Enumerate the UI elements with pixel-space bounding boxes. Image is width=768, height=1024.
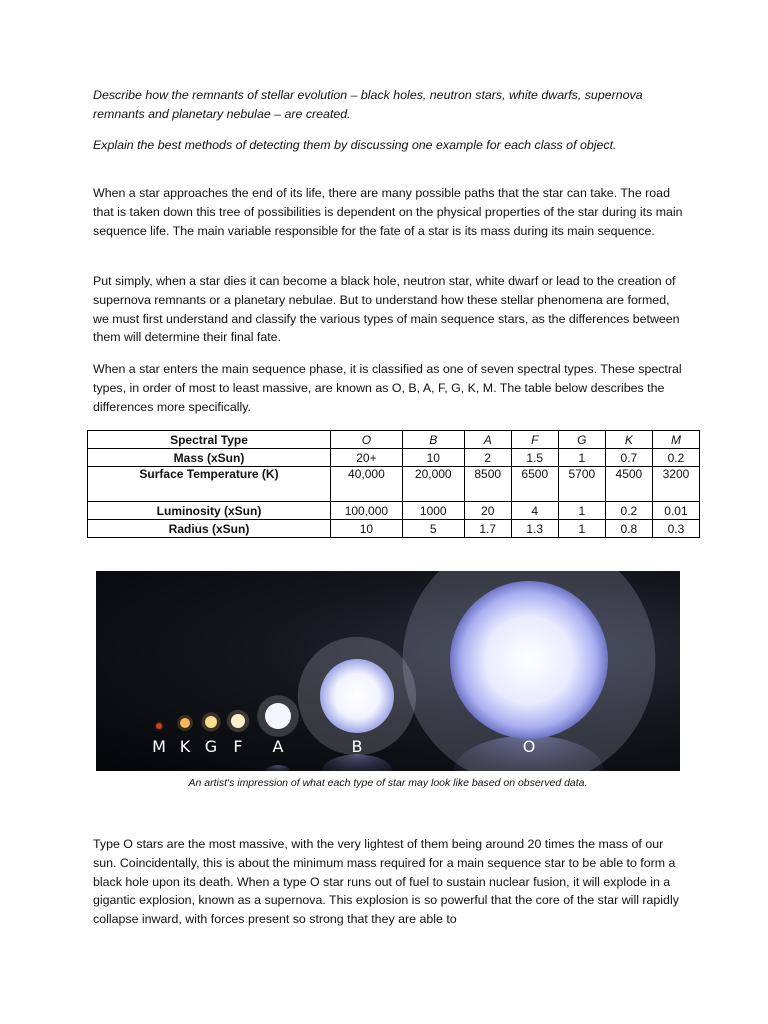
paragraph-type-o: Type O stars are the most massive, with the very lightest of them being around 20 times the mass of our sun. Coincidentally, this is about the minimum mass required for a main sequence star to be able to form a black hole upon its death. When a type O star runs out of fuel to sustain nuclear fusion, it will explode in a gigantic explosion, known as a supernova. This explosion is so powerful that the core of the star will rapidly collapse inward, with forces present so strong that they are able to [93, 837, 679, 927]
star-label: A [272, 737, 284, 756]
table-cell: 20 [464, 502, 511, 520]
table-cell: 3200 [652, 467, 699, 502]
table-cell: 2 [464, 449, 511, 467]
star-illustration [96, 571, 680, 771]
essay-prompt-2: Explain the best methods of detecting them by discussing one example for each class of object. [93, 138, 617, 152]
table-cell: 1000 [402, 502, 464, 520]
table-cell: 1.7 [464, 520, 511, 538]
table-type-cell: G [558, 431, 605, 449]
table-cell: 1.5 [511, 449, 558, 467]
table-row [88, 449, 700, 467]
table-cell: 4500 [605, 467, 652, 502]
table-header-label: Spectral Type [88, 431, 331, 449]
star-type-a [265, 703, 291, 729]
table-cell: 4 [511, 502, 558, 520]
table-cell: 10 [331, 520, 403, 538]
table-cell: 0.7 [605, 449, 652, 467]
star-type-b [320, 659, 394, 733]
table-cell: 0.8 [605, 520, 652, 538]
table-type-cell: K [605, 431, 652, 449]
table-cell: 0.2 [605, 502, 652, 520]
star-label: K [179, 737, 191, 756]
table-cell: 100,000 [331, 502, 403, 520]
figure-caption: An artist's impression of what each type of star may look like based on observed data. [188, 777, 588, 789]
star-type-g [205, 716, 217, 728]
star-reflection [266, 765, 291, 771]
table-header-row [88, 431, 700, 449]
table-cell: 1 [558, 449, 605, 467]
table-cell: 0.2 [652, 449, 699, 467]
star-comparison-image [96, 571, 680, 771]
table-type-cell: A [464, 431, 511, 449]
table-cell: 0.3 [652, 520, 699, 538]
star-label: F [233, 737, 243, 756]
table-row [88, 520, 700, 538]
table-type-cell: F [511, 431, 558, 449]
table-row-label: Luminosity (xSun) [88, 502, 331, 520]
table-type-cell: O [331, 431, 403, 449]
table-cell: 20+ [331, 449, 403, 467]
table-row [88, 467, 700, 502]
paragraph-fates: Put simply, when a star dies it can become a black hole, neutron star, white dwarf or lead to the creation of supernova remnants or a planetary nebulae. But to understand how these stellar phenomena are formed, we must first understand and classify the various types of main sequence stars, as the differences between them will determine their final fate. [93, 274, 680, 345]
spectral-type-table [87, 430, 700, 538]
star-type-k [180, 718, 190, 728]
table-cell: 5700 [558, 467, 605, 502]
table-cell: 10 [402, 449, 464, 467]
paragraph-spectral-types: When a star enters the main sequence phase, it is classified as one of seven spectral types. These spectral types, in order of most to least massive, are known as O, B, A, F, G, K, M. The table below describes the differences more specifically. [93, 362, 682, 414]
table-cell: 1 [558, 502, 605, 520]
table-cell: 0.01 [652, 502, 699, 520]
star-label: G [204, 737, 218, 756]
essay-prompt-1: Describe how the remnants of stellar evolution – black holes, neutron stars, white dwarfs, supernova remnants and planetary nebulae – are created. [93, 88, 643, 121]
table-row-label: Surface Temperature (K) [88, 467, 331, 502]
star-type-f [231, 714, 245, 728]
table-cell: 20,000 [402, 467, 464, 502]
table-cell: 5 [402, 520, 464, 538]
star-label: O [522, 737, 536, 756]
table-cell: 6500 [511, 467, 558, 502]
star-label: M [152, 737, 166, 756]
table-type-cell: B [402, 431, 464, 449]
star-reflection [322, 754, 392, 771]
table-row [88, 502, 700, 520]
table-type-cell: M [652, 431, 699, 449]
star-label: B [351, 737, 363, 756]
table-cell: 1 [558, 520, 605, 538]
star-type-o [450, 581, 608, 739]
table-cell: 8500 [464, 467, 511, 502]
star-type-m [156, 723, 162, 729]
table-row-label: Mass (xSun) [88, 449, 331, 467]
table-cell: 40,000 [331, 467, 403, 502]
table-row-label: Radius (xSun) [88, 520, 331, 538]
table-cell: 1.3 [511, 520, 558, 538]
paragraph-intro: When a star approaches the end of its life, there are many possible paths that the star can take. The road that is taken down this tree of possibilities is dependent on the physical properties of the star during its main sequence life. The main variable responsible for the fate of a star is its mass during its main sequence. [93, 186, 683, 238]
